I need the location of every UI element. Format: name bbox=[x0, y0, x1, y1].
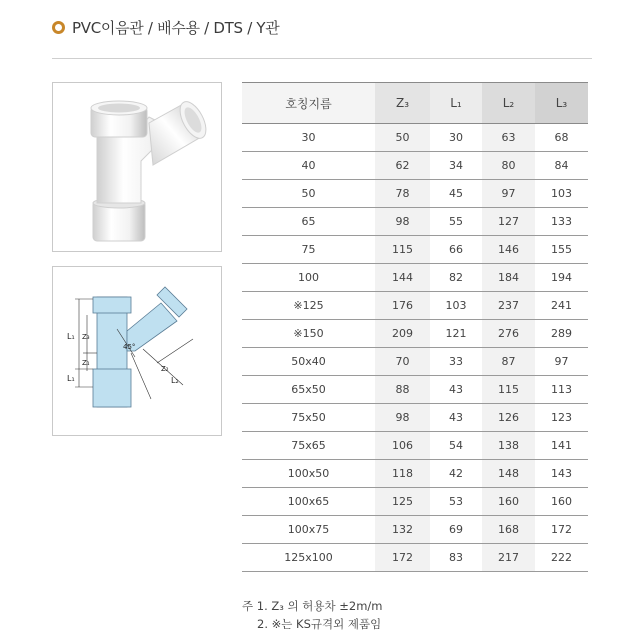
table-cell: 138 bbox=[482, 432, 535, 460]
table-row bbox=[242, 264, 588, 292]
table-cell: 54 bbox=[430, 432, 482, 460]
table-cell: 113 bbox=[535, 376, 588, 404]
table-cell: 132 bbox=[375, 516, 430, 544]
title-divider bbox=[52, 58, 592, 59]
table-cell: 68 bbox=[535, 124, 588, 152]
table-cell: 172 bbox=[375, 544, 430, 572]
table-row bbox=[242, 544, 588, 572]
table-row bbox=[242, 376, 588, 404]
table-cell: 127 bbox=[482, 208, 535, 236]
table-cell: 97 bbox=[535, 348, 588, 376]
table-cell: 63 bbox=[482, 124, 535, 152]
table-cell: 126 bbox=[482, 404, 535, 432]
table-cell: 100x65 bbox=[242, 488, 375, 516]
table-cell: ※125 bbox=[242, 292, 375, 320]
table-cell: 100x75 bbox=[242, 516, 375, 544]
dimension-table bbox=[242, 82, 588, 572]
table-cell: 148 bbox=[482, 460, 535, 488]
table-cell: 115 bbox=[482, 376, 535, 404]
svg-text:L₂: L₂ bbox=[171, 376, 179, 385]
table-cell: 97 bbox=[482, 180, 535, 208]
table-cell: 184 bbox=[482, 264, 535, 292]
table-cell: 155 bbox=[535, 236, 588, 264]
y-pipe-photo-illustration bbox=[53, 83, 221, 251]
column-header-nominal-size: 호칭지름 bbox=[242, 83, 375, 124]
table-cell: 160 bbox=[482, 488, 535, 516]
table-cell: 133 bbox=[535, 208, 588, 236]
table-cell: 143 bbox=[535, 460, 588, 488]
table-cell: 42 bbox=[430, 460, 482, 488]
table-row bbox=[242, 404, 588, 432]
note-tolerance: 주 1. Z₃ 의 허용차 ±2m/m bbox=[242, 599, 383, 613]
table-row bbox=[242, 348, 588, 376]
table-row bbox=[242, 152, 588, 180]
table-cell: 276 bbox=[482, 320, 535, 348]
table-row bbox=[242, 320, 588, 348]
table-cell: 75x50 bbox=[242, 404, 375, 432]
table-cell: 241 bbox=[535, 292, 588, 320]
table-cell: 100 bbox=[242, 264, 375, 292]
table-cell: ※150 bbox=[242, 320, 375, 348]
column-header-l1: L₁ bbox=[430, 83, 482, 124]
table-cell: 106 bbox=[375, 432, 430, 460]
title-bullet-icon bbox=[52, 21, 65, 34]
table-cell: 222 bbox=[535, 544, 588, 572]
table-cell: 194 bbox=[535, 264, 588, 292]
svg-text:Z₂: Z₂ bbox=[161, 365, 169, 373]
table-row bbox=[242, 516, 588, 544]
table-cell: 30 bbox=[430, 124, 482, 152]
table-cell: 75 bbox=[242, 236, 375, 264]
table-cell: 50x40 bbox=[242, 348, 375, 376]
column-header-l2: L₂ bbox=[482, 83, 535, 124]
table-row bbox=[242, 124, 588, 152]
table-cell: 209 bbox=[375, 320, 430, 348]
table-row bbox=[242, 208, 588, 236]
svg-text:45°: 45° bbox=[123, 343, 136, 351]
table-row bbox=[242, 460, 588, 488]
table-body bbox=[242, 124, 588, 572]
table-row bbox=[242, 180, 588, 208]
table-cell: 50 bbox=[242, 180, 375, 208]
table-cell: 70 bbox=[375, 348, 430, 376]
table-cell: 43 bbox=[430, 376, 482, 404]
table-cell: 66 bbox=[430, 236, 482, 264]
svg-text:L₁: L₁ bbox=[67, 374, 75, 383]
table-cell: 98 bbox=[375, 404, 430, 432]
table-cell: 103 bbox=[430, 292, 482, 320]
title-row bbox=[52, 17, 279, 38]
svg-text:L₁: L₁ bbox=[67, 332, 75, 341]
table-cell: 237 bbox=[482, 292, 535, 320]
note-non-ks: 2. ※는 KS규격외 제품임 bbox=[257, 617, 382, 631]
table-cell: 65 bbox=[242, 208, 375, 236]
table-cell: 87 bbox=[482, 348, 535, 376]
page-title: PVC이음관 / 배수용 / DTS / Y관 bbox=[72, 19, 280, 37]
table-cell: 115 bbox=[375, 236, 430, 264]
table-cell: 217 bbox=[482, 544, 535, 572]
table-cell: 65x50 bbox=[242, 376, 375, 404]
svg-text:Z₃: Z₃ bbox=[82, 333, 90, 341]
table-row bbox=[242, 488, 588, 516]
table-cell: 144 bbox=[375, 264, 430, 292]
table-row bbox=[242, 236, 588, 264]
table-cell: 78 bbox=[375, 180, 430, 208]
table-cell: 98 bbox=[375, 208, 430, 236]
column-header-l3: L₃ bbox=[535, 83, 588, 124]
table-cell: 123 bbox=[535, 404, 588, 432]
table-cell: 55 bbox=[430, 208, 482, 236]
table-cell: 141 bbox=[535, 432, 588, 460]
table-cell: 176 bbox=[375, 292, 430, 320]
table-cell: 168 bbox=[482, 516, 535, 544]
table-cell: 146 bbox=[482, 236, 535, 264]
table-cell: 34 bbox=[430, 152, 482, 180]
table-cell: 45 bbox=[430, 180, 482, 208]
table-cell: 43 bbox=[430, 404, 482, 432]
table-cell: 125x100 bbox=[242, 544, 375, 572]
table-cell: 33 bbox=[430, 348, 482, 376]
table-cell: 69 bbox=[430, 516, 482, 544]
table-cell: 82 bbox=[430, 264, 482, 292]
table-cell: 50 bbox=[375, 124, 430, 152]
table-cell: 30 bbox=[242, 124, 375, 152]
table-cell: 100x50 bbox=[242, 460, 375, 488]
product-photo bbox=[52, 82, 222, 252]
y-pipe-dimension-diagram bbox=[53, 267, 221, 435]
table-cell: 125 bbox=[375, 488, 430, 516]
table-cell: 160 bbox=[535, 488, 588, 516]
table-notes bbox=[242, 597, 383, 633]
dimension-drawing bbox=[52, 266, 222, 436]
table-cell: 62 bbox=[375, 152, 430, 180]
svg-text:Z₁: Z₁ bbox=[82, 359, 90, 367]
table-cell: 75x65 bbox=[242, 432, 375, 460]
table-cell: 103 bbox=[535, 180, 588, 208]
table-cell: 118 bbox=[375, 460, 430, 488]
table-cell: 40 bbox=[242, 152, 375, 180]
table-header-row bbox=[242, 83, 588, 124]
table-cell: 80 bbox=[482, 152, 535, 180]
table-cell: 289 bbox=[535, 320, 588, 348]
table-row bbox=[242, 432, 588, 460]
column-header-z3: Z₃ bbox=[375, 83, 430, 124]
table-cell: 121 bbox=[430, 320, 482, 348]
table-cell: 84 bbox=[535, 152, 588, 180]
table-row bbox=[242, 292, 588, 320]
table-cell: 172 bbox=[535, 516, 588, 544]
table-cell: 83 bbox=[430, 544, 482, 572]
table-cell: 88 bbox=[375, 376, 430, 404]
table-cell: 53 bbox=[430, 488, 482, 516]
